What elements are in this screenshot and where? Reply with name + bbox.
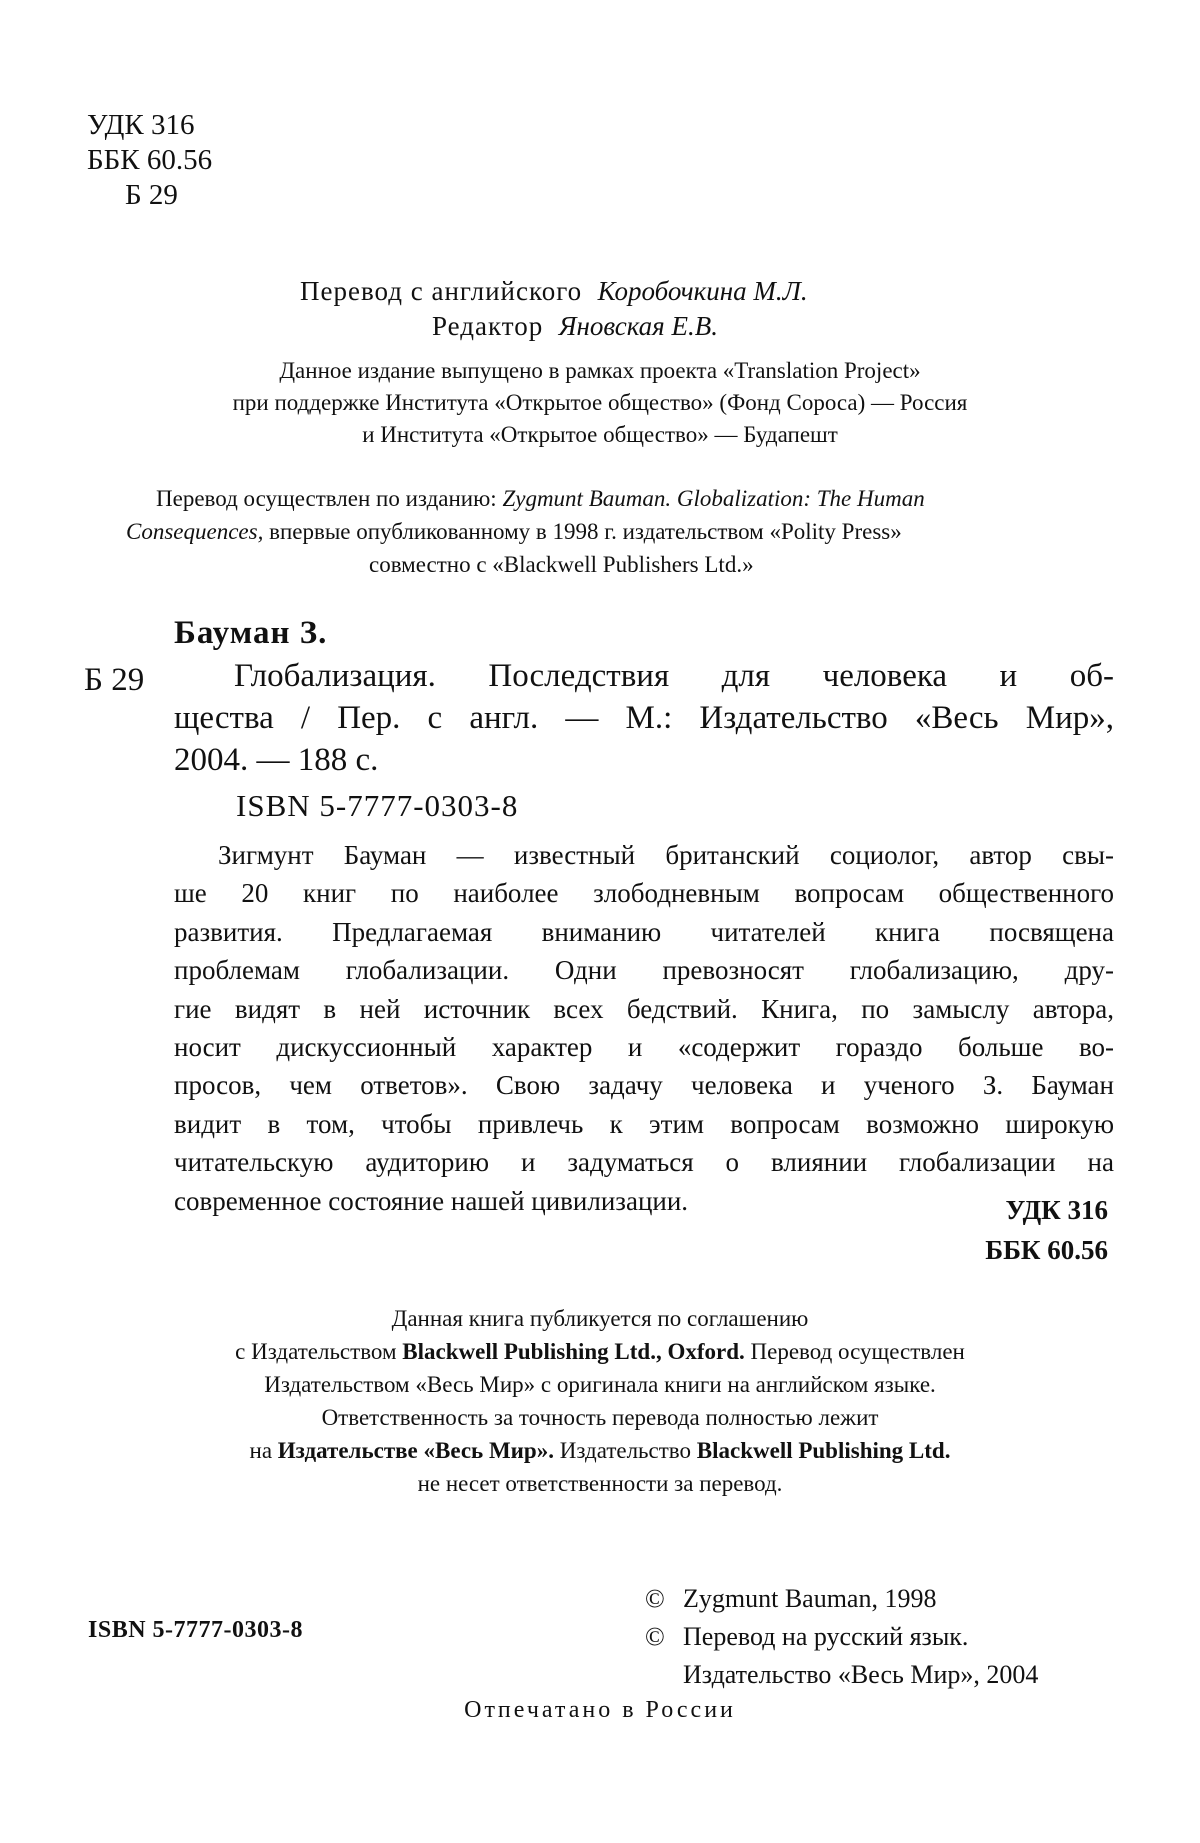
copyright-line-3: Издательство «Весь Мир», 2004 xyxy=(683,1660,1039,1689)
annotation xyxy=(174,836,1114,1220)
catalog-code: Б 29 xyxy=(84,662,145,698)
author-mark: Б 29 xyxy=(125,179,178,211)
publisher-name: Издательстве «Весь Мир». xyxy=(277,1438,554,1463)
translator-name: Коробочкина М.Л. xyxy=(597,276,808,306)
editor-line xyxy=(0,309,1200,344)
catalog-codes xyxy=(985,1190,1108,1270)
annotation-line: проблемам глобализации. Одни превозносят глобализацию, дру- xyxy=(174,955,1114,986)
agreement-line-3: Издательством «Весь Мир» с оригинала книги на английском языке. xyxy=(264,1372,936,1397)
agreement-text: на xyxy=(249,1438,278,1463)
annotation-line: видит в том, чтобы привлечь к этим вопросам возможно широкую xyxy=(174,1108,1114,1139)
editor-prefix: Редактор xyxy=(432,311,544,341)
agreement-line-2 xyxy=(100,1335,1100,1368)
annotation-line: ше 20 книг по наиболее злободневным вопросам общественного xyxy=(174,878,1114,909)
translator-prefix: Перевод с английского xyxy=(300,276,583,306)
source-prefix: Перевод осуществлен по изданию: xyxy=(156,486,503,511)
copyright-line-1 xyxy=(645,1580,1038,1618)
publisher-name: Blackwell Publishing Ltd. xyxy=(696,1438,951,1463)
udk-code: УДК 316 xyxy=(87,109,195,141)
annotation-line: носит дискуссионный характер и «содержит гораздо больше во- xyxy=(174,1032,1114,1063)
annotation-line: развития. Предлагаемая вниманию читателей книга посвящена xyxy=(174,916,1114,947)
copyright-icon: © xyxy=(645,1622,665,1651)
agreement-line-4: Ответственность за точность перевода полностью лежит xyxy=(321,1405,879,1430)
credits xyxy=(0,274,1200,344)
catalog-bbk: ББК 60.56 xyxy=(985,1235,1108,1265)
editor-name: Яновская Е.В. xyxy=(558,311,718,341)
copyright-text: Zygmunt Bauman, 1998 xyxy=(683,1584,937,1613)
agreement-text: Издательство xyxy=(553,1438,697,1463)
project-line-1: Данное издание выпущено в рамках проекта «Translation Project» xyxy=(279,358,921,383)
source-publication: впервые опубликованному в 1998 г. издательством «Polity Press» xyxy=(263,519,902,544)
copyright-line-2 xyxy=(645,1618,1038,1656)
publisher-name: Blackwell Publishing Ltd., Oxford. xyxy=(402,1339,745,1364)
translator-line xyxy=(0,274,1200,309)
annotation-line: современное состояние нашей цивилизации. xyxy=(174,1185,689,1216)
printed-in: Отпечатано в России xyxy=(464,1697,736,1723)
annotation-line: Зигмунт Бауман — известный британский социолог, автор свы- xyxy=(218,840,1114,870)
source-line-3: совместно с «Blackwell Publishers Ltd.» xyxy=(369,552,754,577)
agreement-line-5 xyxy=(100,1434,1100,1467)
annotation-line: просов, чем ответов». Свою задачу человека и ученого З. Бауман xyxy=(174,1070,1114,1101)
copyright-text: Перевод на русский язык. xyxy=(683,1622,969,1651)
catalog-author: Бауман З. xyxy=(174,615,328,651)
copyright-block xyxy=(645,1580,1038,1694)
agreement-text: с Издательством xyxy=(235,1339,403,1364)
title-line-1: Глобализация. Последствия для человека и об- xyxy=(234,658,1114,694)
agreement-line-1: Данная книга публикуется по соглашению xyxy=(391,1306,809,1331)
project-line-2: при поддержке Института «Открытое общество» (Фонд Сороса) — Россия xyxy=(232,390,968,415)
source-title-part2: Consequences, xyxy=(126,519,264,544)
annotation-line: читательскую аудиторию и задуматься о влиянии глобализации на xyxy=(174,1147,1114,1178)
source-edition xyxy=(126,482,1086,581)
bbk-code: ББК 60.56 xyxy=(87,144,213,176)
publishing-agreement xyxy=(100,1302,1100,1500)
agreement-text: Перевод осуществлен xyxy=(744,1339,965,1364)
source-title-part1: Zygmunt Bauman. Globalization: The Human xyxy=(502,486,925,511)
annotation-line: гие видят в ней источник всех бедствий. Книга, по замыслу автора, xyxy=(174,993,1114,1024)
project-notice xyxy=(100,355,1100,451)
copyright-icon: © xyxy=(645,1584,665,1613)
isbn-bottom: ISBN 5-7777-0303-8 xyxy=(88,1617,304,1643)
catalog-title xyxy=(174,655,1114,781)
catalog-isbn: ISBN 5-7777-0303-8 xyxy=(236,788,519,823)
title-line-3: 2004. — 188 с. xyxy=(174,742,379,778)
classification-codes xyxy=(87,108,212,213)
agreement-line-6: не несет ответственности за перевод. xyxy=(417,1471,783,1496)
title-line-2: щества / Пер. с англ. — М.: Издательство «Весь Мир», xyxy=(174,700,1114,736)
source-line-2 xyxy=(126,515,1086,548)
source-line-1 xyxy=(126,482,1086,515)
catalog-udk: УДК 316 xyxy=(1005,1195,1108,1225)
project-line-3: и Института «Открытое общество» — Будапешт xyxy=(362,422,838,447)
